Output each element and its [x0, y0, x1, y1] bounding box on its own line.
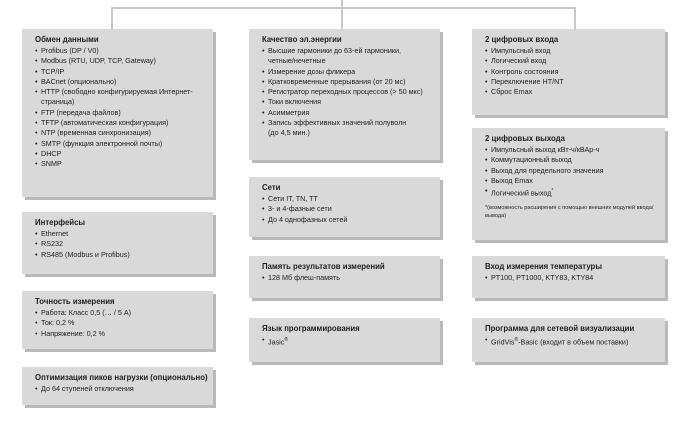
- card-title: Точность измерения: [35, 297, 115, 306]
- list-item: • Импульсный выход кВт-ч/кВАр-ч: [485, 145, 657, 155]
- list-item: • Сброс Emax: [485, 87, 657, 97]
- software-description: -Basic (входит в объем поставки): [518, 337, 629, 347]
- card-title: Обмен данными: [35, 35, 99, 44]
- list-item-continuation: четные/нечетные: [268, 56, 326, 66]
- list-item: • HTTP (свободно конфигурируемая Интернет-: [35, 87, 205, 97]
- list-item: • DHCP: [35, 149, 205, 159]
- list-item: [485, 335, 657, 348]
- card-title: 2 цифровых входа: [485, 35, 559, 44]
- card-accuracy: [22, 291, 213, 349]
- list-item: • Коммутационный выход: [485, 155, 657, 165]
- logic-output-label: Логический выход: [491, 188, 552, 198]
- list-item: • 3- и 4-фазные сети: [262, 204, 432, 214]
- list-item: • Сети IT, TN, TT: [262, 194, 432, 204]
- card-title: Вход измерения температуры: [485, 262, 602, 271]
- list-item: • Напряжение: 0,2 %: [35, 329, 205, 339]
- list-item: • Кратковременные прерывания (от 20 мс): [262, 77, 432, 87]
- card-title: Качество эл.энергии: [262, 35, 342, 44]
- card-interfaces: [22, 212, 213, 274]
- list-item: [485, 186, 657, 199]
- card-temperature: [472, 256, 665, 298]
- list-item: • Измерение дозы фликера: [262, 67, 432, 77]
- list-item: • Токи включения: [262, 97, 432, 107]
- list-item-continuation: страница): [41, 97, 75, 107]
- connector-center: [341, 0, 343, 29]
- card-title: 2 цифровых выхода: [485, 134, 565, 143]
- card-peak-optimization: [22, 367, 213, 405]
- list-item: • RS485 (Modbus и Profibus): [35, 250, 205, 260]
- list-item: • RS232: [35, 239, 205, 249]
- list-item: • BACnet (опционально): [35, 77, 205, 87]
- list-item: • SNMP: [35, 159, 205, 169]
- list-item: • NTP (временная синхронизация): [35, 128, 205, 138]
- card-data-exchange: [22, 29, 213, 197]
- list-item-continuation: (до 4,5 мин.): [268, 128, 310, 138]
- list-item: • Переключение HT/NT: [485, 77, 657, 87]
- list-item: • 128 Мб флеш-память: [262, 273, 432, 283]
- list-item: • До 4 однофазных сетей: [262, 215, 432, 225]
- card-networks: [249, 177, 440, 237]
- list-item: [262, 335, 432, 348]
- list-item: • Выход Emax: [485, 176, 657, 186]
- language-name: Jasic: [268, 337, 285, 347]
- list-item: • Ток: 0,2 %: [35, 318, 205, 328]
- list-item: • Profibus (DP / V0): [35, 46, 205, 56]
- list-item: • Выход для предельного значения: [485, 166, 657, 176]
- list-item: • Регистратор переходных процессов (> 50 мкс): [262, 87, 432, 97]
- list-item: • Логический вход: [485, 56, 657, 66]
- list-item: • TCP/IP: [35, 67, 205, 77]
- card-title: Язык программирования: [262, 324, 360, 333]
- list-item: • Импульсный вход: [485, 46, 657, 56]
- card-power-quality: [249, 29, 440, 160]
- list-item: • Контроль состояния: [485, 67, 657, 77]
- registered-mark: ®: [514, 337, 519, 343]
- card-visualization: [472, 318, 665, 362]
- software-name: GridVis: [491, 337, 515, 347]
- footnote: *(возможность расширения с помощью внешних модулей ввода/вывода): [485, 204, 654, 219]
- connector-left: [111, 7, 113, 29]
- card-digital-outputs: [472, 128, 665, 240]
- list-item: • PT100, PT1000, KTY83, KTY84: [485, 273, 657, 283]
- list-item: • Асимметрия: [262, 108, 432, 118]
- list-item: • SMTP (функция электронной почты): [35, 139, 205, 149]
- connector-horizontal: [111, 7, 576, 9]
- list-item: • Высшие гармоники до 63-ей гармоники,: [262, 46, 432, 56]
- card-title: Интерфейсы: [35, 218, 86, 227]
- footnote-star: *: [551, 188, 554, 195]
- card-language: [249, 318, 440, 362]
- card-digital-inputs: [472, 29, 665, 115]
- list-item: • Запись эффективных значений полуволн: [262, 118, 432, 128]
- list-item: • Modbus (RTU, UDP, TCP, Gateway): [35, 56, 205, 66]
- list-item: • До 64 ступеней отключения: [35, 384, 205, 394]
- card-memory: [249, 256, 440, 298]
- list-item: • FTP (передача файлов): [35, 108, 205, 118]
- registered-mark: ®: [284, 337, 289, 343]
- list-item: • TFTP (автоматическая конфигурация): [35, 118, 205, 128]
- connector-right: [574, 7, 576, 29]
- list-item: • Ethernet: [35, 229, 205, 239]
- card-title: Память результатов измерений: [262, 262, 385, 271]
- card-title: Программа для сетевой визуализации: [485, 324, 635, 333]
- card-title: Оптимизация пиков нагрузки (опционально): [35, 373, 208, 382]
- list-item: • Работа: Класс 0,5 (… / 5 А): [35, 308, 205, 318]
- card-title: Сети: [262, 183, 281, 192]
